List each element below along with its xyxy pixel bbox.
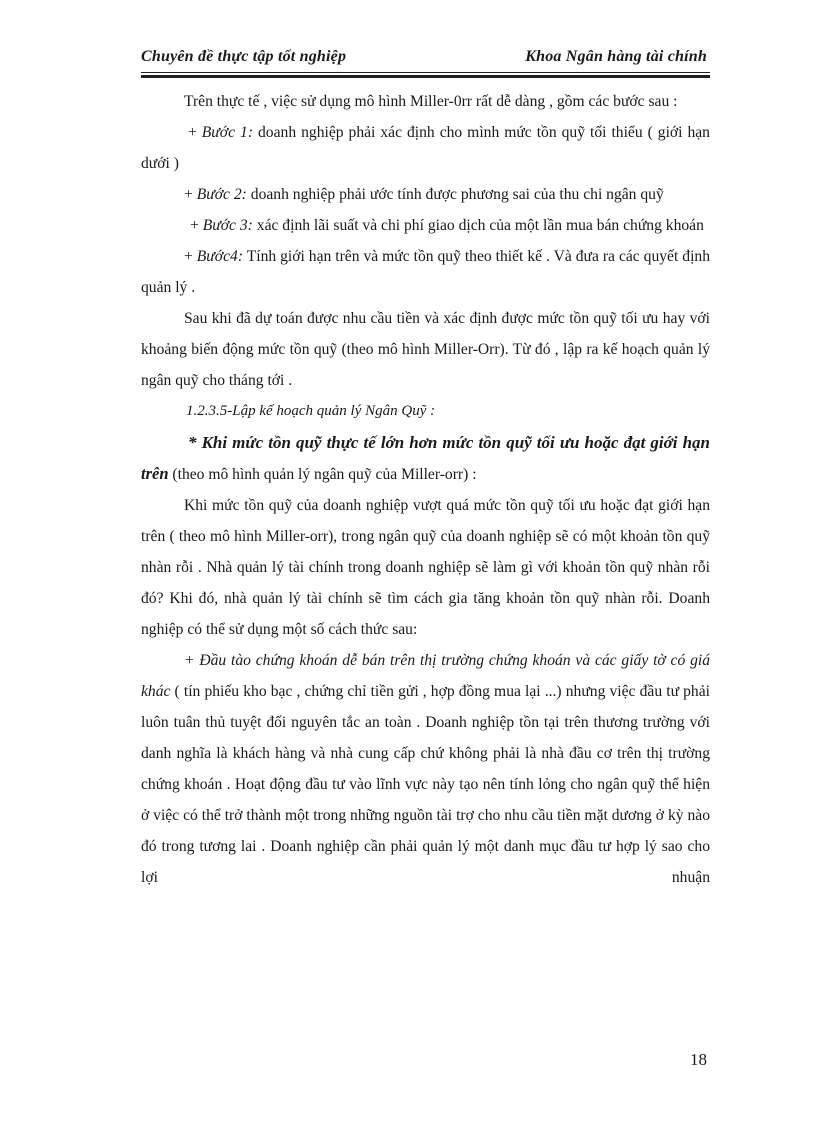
step-2-prefix: + [184,186,197,203]
page-body [141,86,710,893]
step-1-label: Bước 1: [201,124,254,141]
step-3-prefix: + [190,217,203,234]
step-4-label: Bước4: [196,248,244,265]
step-2-label: Bước 2: [196,186,247,203]
step-1-paragraph [141,117,710,179]
step-1-text: doanh nghiệp phải xác định cho mình mức tồn quỹ tối thiểu ( giới hạn dưới ) [141,124,710,172]
page-number: 18 [690,1050,707,1069]
header-rule-thick [141,75,710,78]
step-2-paragraph [141,179,710,210]
intro-paragraph: Trên thực tế , việc sử dụng mô hình Miller-0rr rất dễ dàng , gồm các bước sau : [184,93,678,110]
step-4-prefix: + [184,248,197,265]
summary-paragraph: Sau khi đã dự toán được nhu cầu tiền và xác định được mức tồn quỹ tối ưu hay với khoảng biến động mức tồn quỹ (theo mô hình Miller-Orr). Từ đó , lập ra kế hoạch quản lý ngân quỹ cho tháng tới . [141,310,710,389]
step-4-paragraph [141,241,710,303]
subsection-heading-tail: trên [141,464,169,483]
main-paragraph: Khi mức tồn quỹ của doanh nghiệp vượt quá mức tồn quỹ tối ưu hoặc đạt giới hạn trên ( theo mô hình Miller-orr), trong ngân quỹ của doanh nghiệp sẽ có một khoản tồn quỹ nhàn rỗi . Nhà quản lý tài chính trong doanh nghiệp sẽ làm gì với khoản tồn quỹ nhàn rỗi đó? Khi đó, nhà quản lý tài chính sẽ tìm cách gia tăng khoản tồn quỹ nhàn rỗi. Doanh nghiệp có thể sử dụng một số cách thức sau: [141,497,710,638]
header-right-title: Khoa Ngân hàng tài chính [525,48,707,65]
header-left-title: Chuyên đề thực tập tốt nghiệp [141,48,347,65]
step-3-label: Bước 3: [202,217,253,234]
step-4-text: Tính giới hạn trên và mức tồn quỹ theo thiết kế . Và đưa ra các quyết định quản lý . [141,248,710,296]
step-3-paragraph [141,210,710,241]
subsection-heading: * Khi mức tồn quỹ thực tế lớn hơn mức tồn quỹ tối ưu hoặc đạt giới hạn [188,433,710,452]
investment-text: ( tín phiếu kho bạc , chứng chỉ tiền gửi , hợp đồng mua lại ...) nhưng việc đầu tư phải luôn tuân thủ tuyệt đối nguyên tắc an toàn . Doanh nghiệp tồn tại trên thương trường với danh nghĩa là khách hàng và nhà cung cấp chứ không phải là nhà đầu cơ trên thị trường chứng khoán . Hoạt động đầu tư vào lĩnh vực này tạo nên tính lỏng cho ngân quỹ thể hiện ở việc có thể trở thành một trong những nguồn tài trợ cho nhu cầu tiền mặt dương ở kỳ nào đó trong tương lai . Doanh nghiệp cần phải quản lý một danh mục đầu tư hợp lý sao cho lợi nhuận [141,683,710,886]
header-rule-thin [141,72,710,73]
step-3-text: xác định lãi suất và chi phí giao dịch của một lần mua bán chứng khoán [252,217,704,234]
subsection-heading-note: (theo mô hình quản lý ngân quỹ của Miller-orr) : [168,466,477,483]
page-header [141,48,707,70]
section-heading: 1.2.3.5-Lập kế hoạch quản lý Ngân Quỹ : [186,403,436,419]
step-1-prefix: + [188,124,202,141]
step-2-text: doanh nghiệp phải ước tính được phương sai của thu chi ngân quỹ [246,186,664,203]
investment-italic-text: + Đầu tào chứng khoán dễ bán trên thị trường chứng khoán và các giấy tờ có giá khác [141,652,710,700]
investment-paragraph [141,645,710,893]
subsection-heading-continuation [141,458,710,490]
